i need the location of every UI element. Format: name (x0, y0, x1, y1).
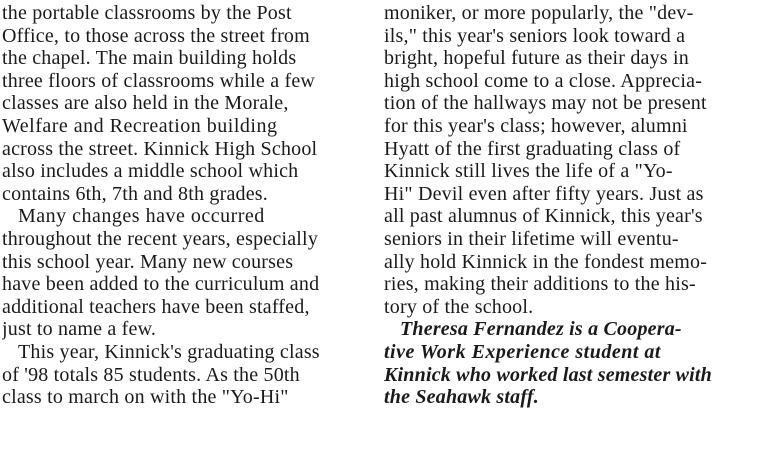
text-line: tion of the hallways may not be present (384, 92, 707, 115)
text-line: seniors in their lifetime will eventu- (384, 227, 679, 250)
left-text-column (2, 2, 368, 409)
text-line: the chapel. The main building holds (2, 47, 297, 70)
text-line: additional teachers have been staffed, (2, 295, 310, 318)
text-line: the portable classrooms by the Post (2, 2, 292, 24)
credit-line: Kinnick who worked last semester with (384, 363, 713, 386)
text-line: class to march on with the "Yo-Hi" (2, 386, 289, 409)
right-text-column (384, 2, 750, 409)
text-line: ally hold Kinnick in the fondest memo- (384, 250, 708, 273)
text-line: ils," this year's seniors look toward a (384, 24, 686, 47)
credit-line: tive Work Experience student at (384, 340, 661, 363)
text-line: all past alumnus of Kinnick, this year's (384, 205, 703, 228)
credit-line: Theresa Fernandez is a Coopera- (400, 318, 682, 341)
text-line: three floors of classrooms while a few (2, 69, 316, 92)
text-line: across the street. Kinnick High School (2, 137, 318, 160)
text-line: this school year. Many new courses (2, 250, 294, 273)
text-line: Welfare and Recreation building (2, 114, 278, 137)
text-line: high school come to a close. Apprecia- (384, 69, 703, 92)
text-line: bright, hopeful future as their days in (384, 47, 689, 70)
text-line: have been added to the curriculum and (2, 273, 320, 296)
text-line: Hi" Devil even after fifty years. Just as (384, 182, 704, 205)
text-line: just to name a few. (2, 318, 157, 341)
text-line: Office, to those across the street from (2, 24, 310, 47)
text-line: Kinnick still lives the life of a "Yo- (384, 160, 673, 183)
paragraph-start-line: This year, Kinnick's graduating class (18, 340, 320, 363)
text-line: also includes a middle school which (2, 160, 299, 183)
text-line: ries, making their additions to the his- (384, 273, 696, 296)
text-line: tory of the school. (384, 295, 534, 318)
text-line: Hyatt of the first graduating class of (384, 137, 681, 160)
text-line: moniker, or more popularly, the "dev- (384, 2, 694, 24)
text-line: throughout the recent years, especially (2, 227, 319, 250)
text-line: of '98 totals 85 students. As the 50th (2, 363, 300, 386)
paragraph-start-line: Many changes have occurred (18, 205, 265, 228)
text-line: classes are also held in the Morale, (2, 92, 289, 115)
text-line: contains 6th, 7th and 8th grades. (2, 182, 268, 205)
author-credit (384, 318, 750, 408)
credit-line: the Seahawk staff. (384, 386, 539, 409)
text-line: for this year's class; however, alumni (384, 114, 688, 137)
